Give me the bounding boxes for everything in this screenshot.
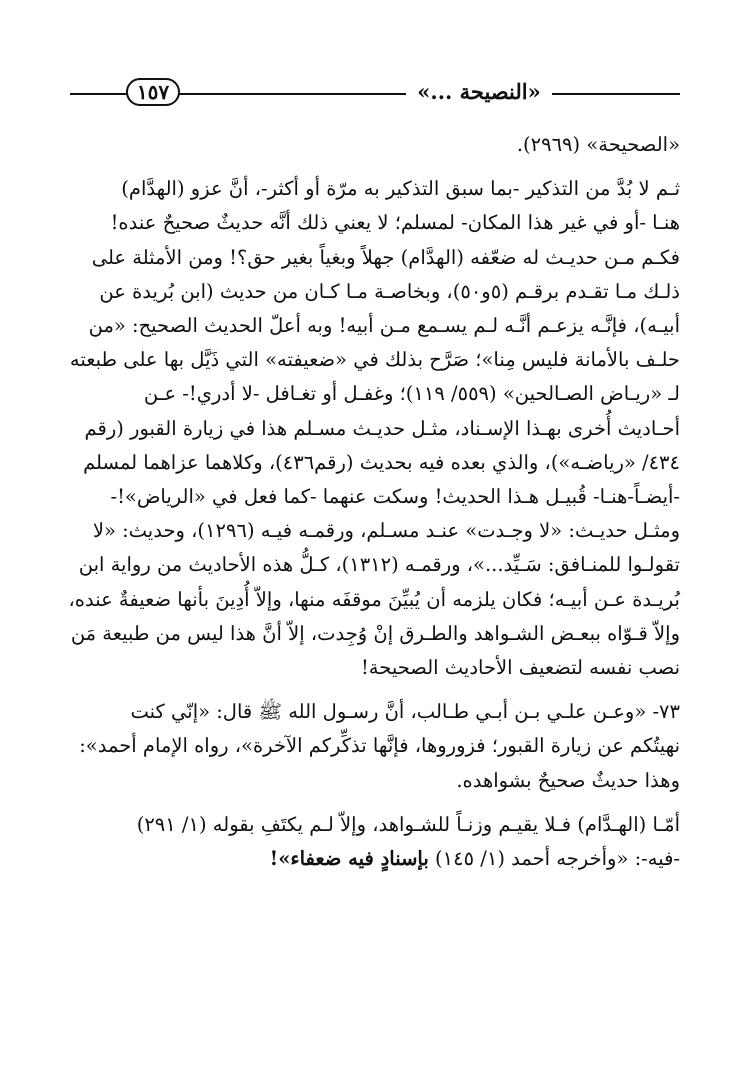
running-head: «النصيحة ...» xyxy=(417,79,541,104)
header-rule-right xyxy=(552,93,680,95)
header-rule-left xyxy=(70,93,128,95)
text-line: فكـم مـن حديـث له ضعّفه (الهدَّام) جهلاً وبغياً بغير حق؟! ومن الأمثلة على xyxy=(91,245,680,269)
text-line: أبيـه)، فإنَّـه يزعـم أنَّـه لـم يسـمع مـن أبيه! وبه أعلّ الحديث الصحيح: «من xyxy=(88,314,680,338)
text-line: لـ «ريـاض الصـالحين» (٥٥٩/ ١١٩)؛ وغفـل أو تغـافل -لا أدري!- عـن xyxy=(143,382,680,406)
text-line: أحـاديث أُخرى بهـذا الإسـناد، مثـل حديـث مسـلم هذا في زيارة القبور (رقم xyxy=(84,416,680,440)
last-line-prefix: -فيه-: «وأخرجه أحمد (١/ ١٤٥) xyxy=(428,847,680,871)
text-line: تقولـوا للمنـافق: سَـيِّد...»، ورقمـه (١٣١٢)، كـلُّ هذه الأحاديث من رواية ابن xyxy=(78,553,680,577)
text-line: -أيضـاً-هنـا- قُبيـل هـذا الحديث! وسكت عنهما -كما فعل في «الرياض»!- xyxy=(110,485,680,509)
text-line: وإلاّ قـوّاه ببعـض الشـواهد والطـرق إنْ وُجِدت، إلاّ أنَّ هذا ليس من طبيعة مَن xyxy=(70,621,680,645)
hadith-line: نهيتُكم عن زيارة القبور؛ فزوروها، فإنَّها تذكِّركم الآخرة»، رواه الإمام أحمد»: xyxy=(79,734,680,758)
text-line: حلـف بالأمانة فليس مِنا»؛ صَرَّح بذلك في «ضعيفته» التي ذَيَّل بها على طبعته xyxy=(69,348,680,372)
last-line-bold: بإسنادٍ فيه ضعفاء»! xyxy=(269,847,429,871)
text-line: هنـا -أو في غير هذا المكان- لمسلم؛ لا يعني ذلك أنَّه حديثٌ صحيحٌ عنده! xyxy=(110,211,680,235)
text-line-last xyxy=(68,842,680,876)
page-number: ١٥٧ xyxy=(126,78,180,106)
text-line: أمّـا (الهـدَّام) فـلا يقيـم وزنـاً للشـواهد، وإلاّ لـم يكتَفِ بقوله (١/ ٢٩١) xyxy=(136,812,680,836)
text-line: ٤٣٤/ «رياضـه»)، والذي بعده فيه بحديث (رقم٤٣٦)، وكلاهما عزاهما لمسلم xyxy=(83,450,680,474)
text-line: نصب نفسه لتضعيف الأحاديث الصحيحة! xyxy=(360,656,680,680)
text-line: ومثـل حديـث: «لا وجـدت» عنـد مسـلم، ورقمـه فيـه (١٢٩٦)، وحديث: «لا xyxy=(92,519,680,543)
text-line: ثـم لا بُدَّ من التذكير -بما سبق التذكير به مرّة أو أكثر-، أنَّ عزو (الهدَّام) xyxy=(121,177,680,201)
text-line: بُريـدة عـن أبيـه؛ فكان يلزمه أن يُبيِّنَ موقفَه منها، وإلاّ أُدِينَ بأنها ضعيفةٌ عنده، xyxy=(68,587,680,611)
text-line: ذلـك مـا تقـدم برقـم (٥و٥٠)، وبخاصـة مـا كـان من حديث (ابن بُريدة عن xyxy=(99,279,680,303)
hadith-line: وهذا حديثٌ صحيحٌ بشواهده. xyxy=(456,768,680,792)
header-rule-middle xyxy=(178,93,406,95)
page-header xyxy=(70,72,680,112)
hadith-line: ٧٣- «وعـن علـي بـن أبـي طـالب، أنَّ رسـول الله ﷺ قال: «إنّي كنت xyxy=(130,700,680,724)
body-text xyxy=(68,128,680,876)
text-line: «الصحيحة» (٢٩٦٩). xyxy=(516,133,680,156)
